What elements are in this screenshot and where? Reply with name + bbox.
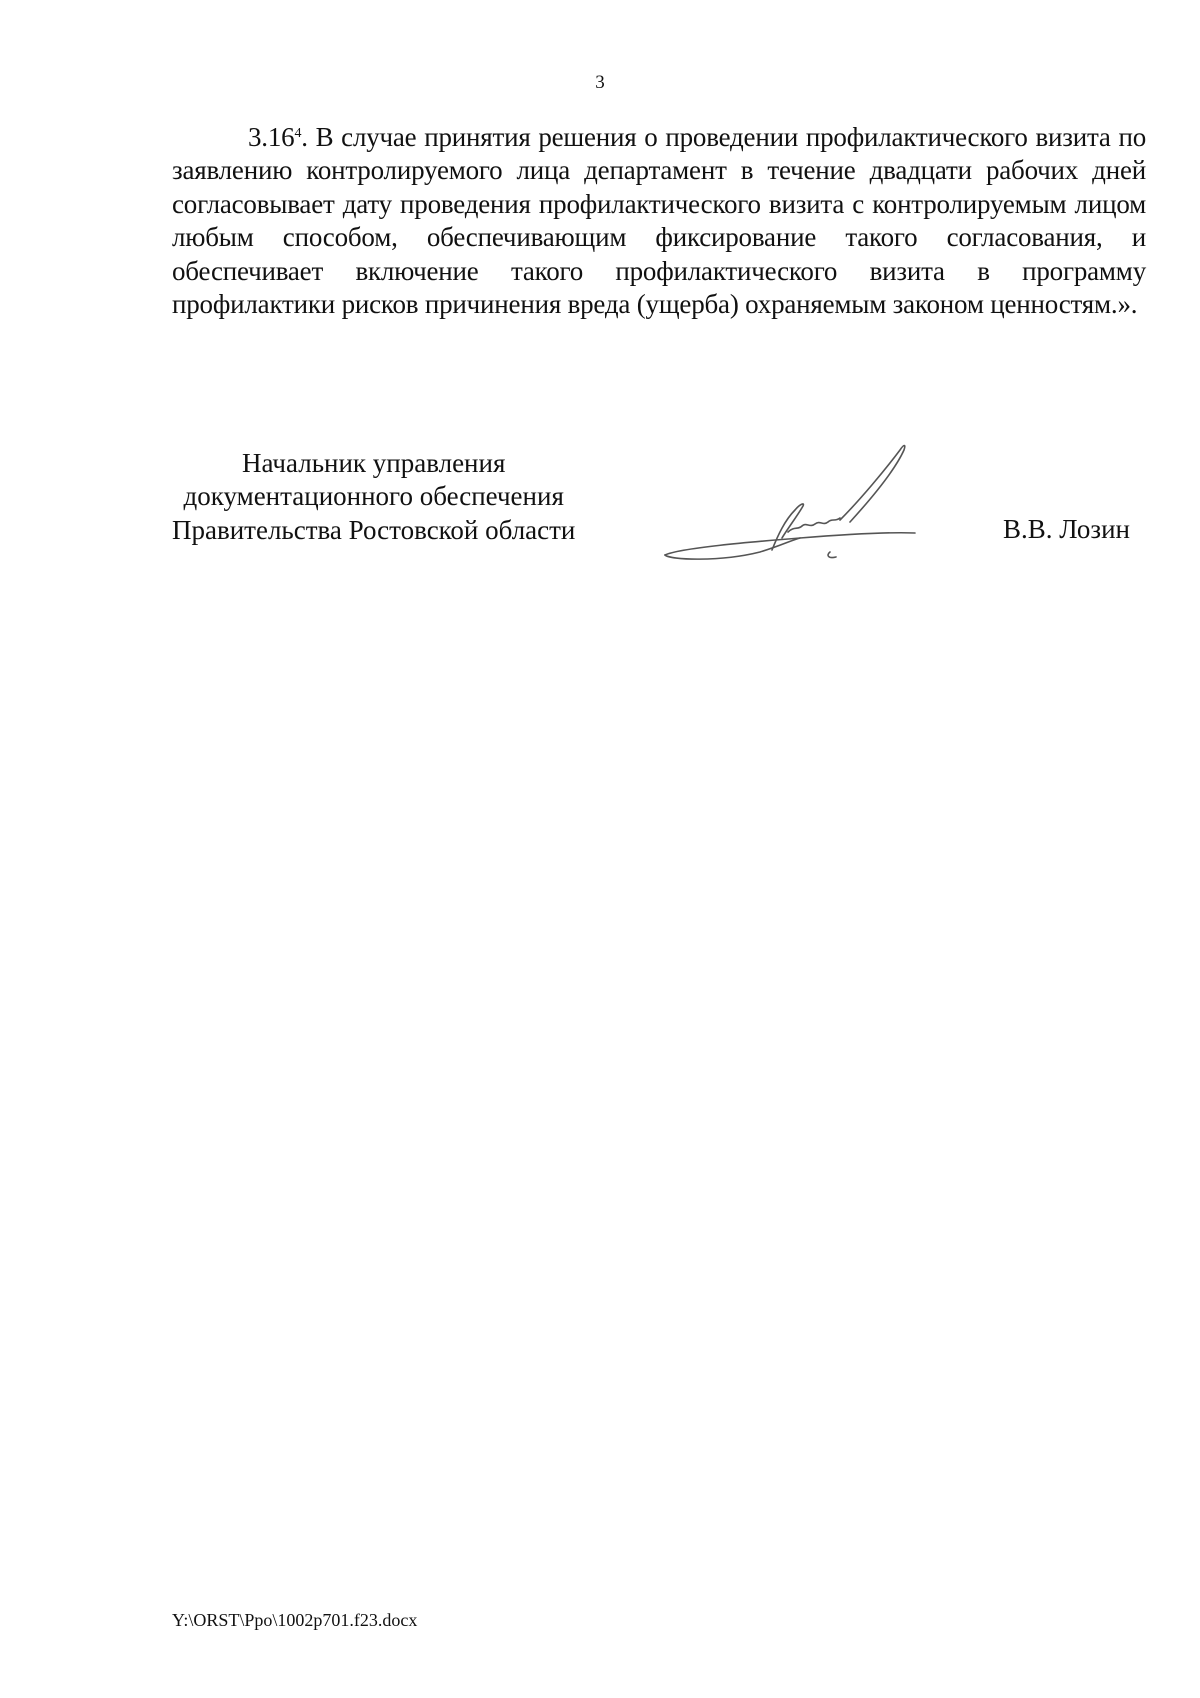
page-number: 3: [595, 72, 605, 93]
clause-number: 3.16: [248, 122, 295, 152]
clause-body: . В случае принятия решения о проведении профилактического визита по заявлению контролируемого лица департамент в течение двадцати рабочих дней согласовывает дату проведения профилактического визита с контролируемым лицом любым способом, обеспечивающим фиксирование такого согласования, и обеспечивает включение такого профилактического визита в программу профилактики рисков причинения вреда (ущерба) охраняемым законом ценностям.».: [172, 122, 1146, 320]
clause-paragraph: [172, 121, 1146, 321]
file-path-footer: Y:\ORST\Ppo\1002p701.f23.docx: [172, 1610, 418, 1630]
clause-text: [172, 121, 1146, 321]
clause-superscript: 4: [294, 126, 302, 141]
signer-title: [172, 447, 575, 547]
signer-title-line: Начальник управления: [242, 448, 506, 478]
signer-title-line: Правительства Ростовской области: [172, 514, 576, 545]
signature-icon: [660, 440, 960, 570]
signer-title-line: документационного обеспечения: [183, 481, 564, 512]
signer-name: В.В. Лозин: [1003, 514, 1130, 544]
